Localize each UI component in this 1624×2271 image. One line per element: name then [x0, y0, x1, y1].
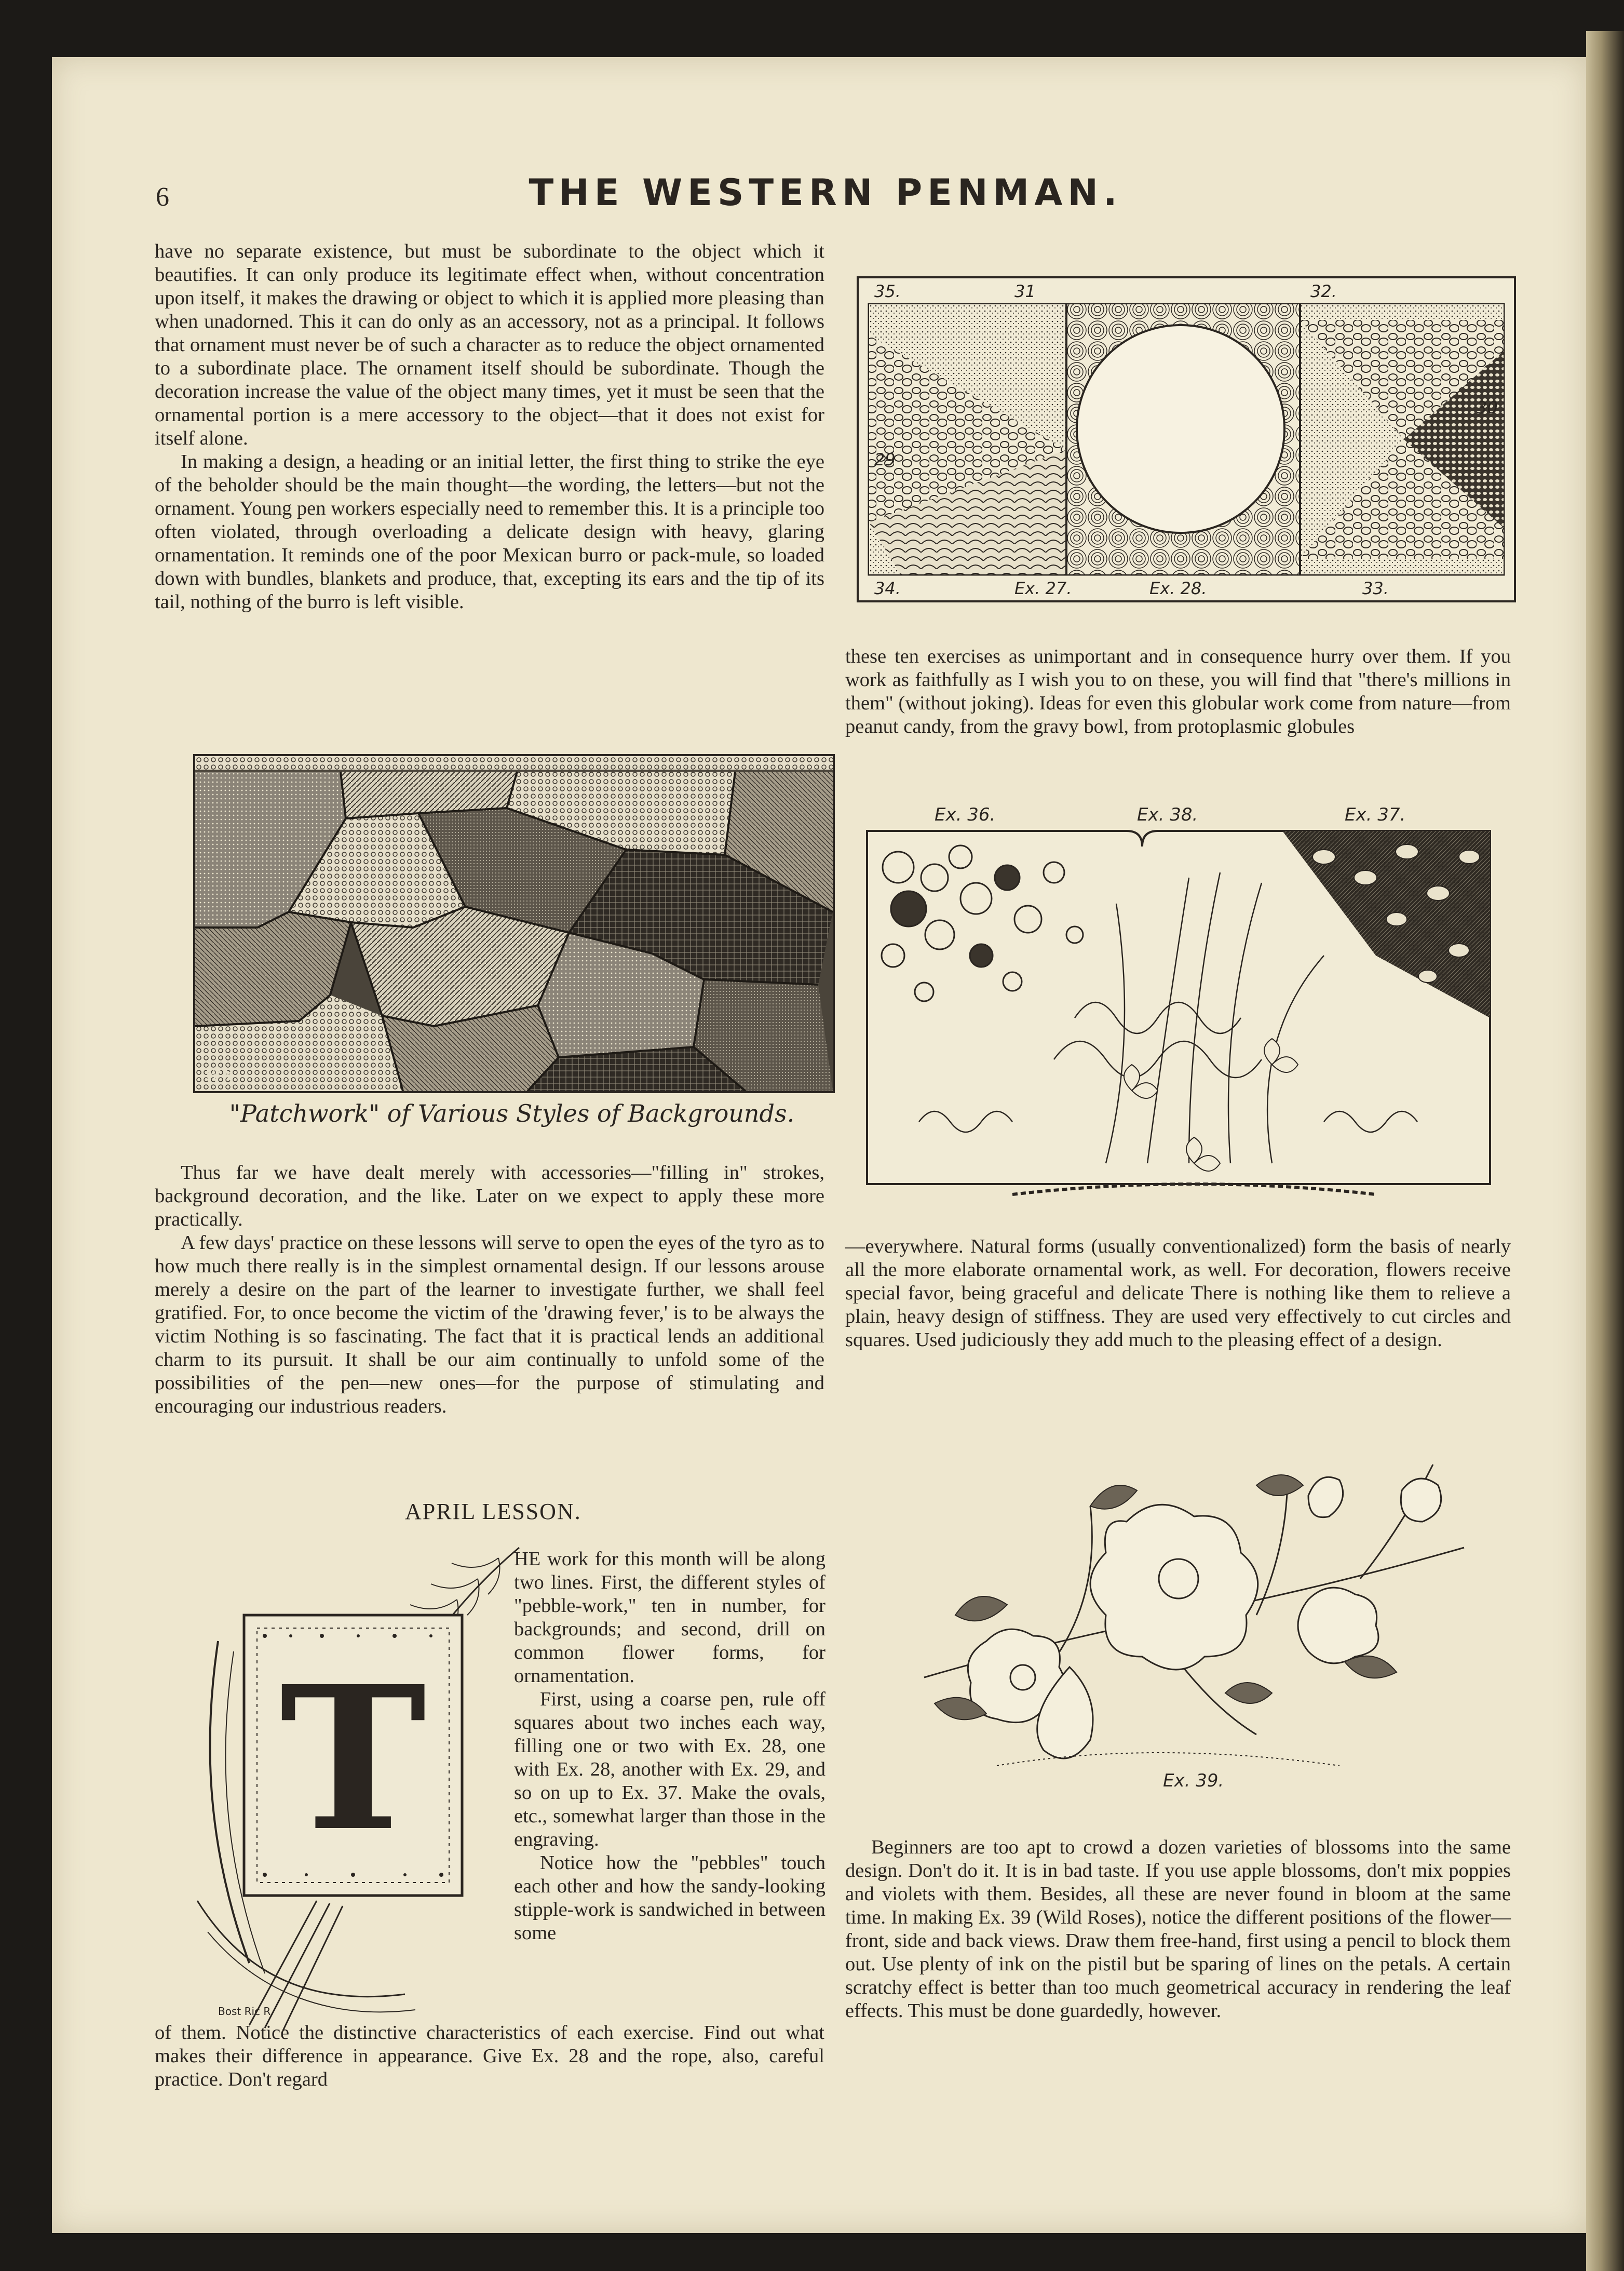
wild-roses-figure: [893, 1444, 1490, 1797]
decorated-initial-figure: [187, 1537, 524, 2041]
fig1-label-ex27: Ex. 27.: [1014, 579, 1072, 598]
fig2-label-ex36: Ex. 36.: [935, 804, 996, 825]
fig1-label-35: 35.: [874, 281, 901, 301]
paragraph: In making a design, a heading or an initial letter, the first thing to strike the eye of the beholder should be the main thought—the wording, the letters—but not the ornament. Young pen workers especially need to remember this. It is a principle too often violated, through overloading a delicate design with heavy, glaring ornamentation. It reminds one of the poor Mexican burro or pack-mule, so loaded down with bundles, blankets and produce, that, excepting its ears and the tip of its tail, nothing of the burro is left visible.: [155, 451, 824, 613]
paragraph: these ten exercises as unimportant and in consequence hurry over them. If you work as faithfully as I wish you to on these, you will find that "there's millions in them" (without joking). Ideas for even this globular work come from nature—from peanut candy, from the gravy bowl, from protoplasmic globules: [845, 646, 1511, 737]
paragraph: Thus far we have dealt merely with accessories—"filling in" strokes, background decoration, and the like. Later on we expect to apply these more practically.: [155, 1162, 824, 1230]
pebble-drawing: [859, 278, 1514, 600]
paragraph: HE work for this month will be along two lines. First, the different styles of "pebble-work," ten in number, for backgrounds; and second, drill on common flower forms, for ornamentation.: [514, 1548, 825, 1687]
fig3-label-ex39: Ex. 39.: [1163, 1770, 1224, 1791]
april-wrap-column: [514, 1548, 825, 1945]
april-lesson-heading: APRIL LESSON.: [405, 1499, 581, 1524]
masthead-title: THE WESTERN PENMAN.: [529, 171, 1122, 214]
fig1-label-33: 33.: [1362, 579, 1389, 598]
paragraph: Beginners are too apt to crowd a dozen varieties of blossoms into the same design. Don't do it. It is in bad taste. If you use apple blossoms, don't mix poppies and violets with them. Besides, all these are never found in bloom at the same time. In making Ex. 39 (Wild Roses), notice the different positions of the flower—front, side and back views. Draw them free-hand, first using a pencil to block them out. Use plenty of ink on the pistil but be sparing of lines on the petals. A certain scratchy effect is better than too much geometrical accuracy in rendering the leaf effects. This must be done guardedly, however.: [845, 1836, 1511, 2022]
initial-signature: Bost Ric R.: [218, 2005, 274, 2018]
globular-exercises-figure: [857, 800, 1512, 1215]
patchwork-signature: W.K.: [206, 1067, 238, 1084]
right-column-a: [845, 645, 1511, 738]
patchwork-drawing: [195, 756, 833, 1091]
fig1-label-31: 31: [1014, 281, 1036, 301]
fig1-label-32: 32.: [1310, 281, 1337, 301]
right-column-b: [845, 1235, 1511, 1352]
left-column-middle: [155, 1161, 824, 1418]
right-column-c: [845, 1836, 1511, 2023]
wild-roses-drawing: [893, 1444, 1490, 1797]
paragraph: have no separate existence, but must be subordinate to the object which it beautifies. It can only produce its legitimate effect when, without concentration upon itself, it makes the drawing or object to which it is applied more pleasing than when unadorned. This it can do only as an accessory, not as a principal. It follows that ornament must never be of such a character as to reduce the object ornamented to a subordinate place. The ornament itself should be subordinate. Though the decoration increase the value of the object many times, yet it must be seen that the ornamental portion is a mere accessory to the object—that it does not exist for itself alone.: [155, 240, 824, 449]
april-tail-text: [155, 2021, 824, 2091]
paragraph: Notice how the "pebbles" touch each other and how the sandy-looking stipple-work is sandwiched in between some: [514, 1852, 825, 1944]
patchwork-caption: "Patchwork" of Various Styles of Backgrounds.: [229, 1099, 795, 1127]
fig1-label-30: 30: [1477, 398, 1498, 418]
paragraph: First, using a coarse pen, rule off squares about two inches each way, filling one or two with Ex. 28, one with Ex. 28, another with Ex. 29, and so on up to Ex. 37. Make the ovals, etc., somewhat larger than those in the engraving.: [514, 1688, 825, 1850]
globular-drawing: [857, 800, 1512, 1215]
paragraph: of them. Notice the distinctive characteristics of each exercise. Find out what makes their difference in appearance. Give Ex. 28 and the rope, also, careful practice. Don't regard: [155, 2022, 824, 2090]
patchwork-figure: [193, 754, 835, 1093]
pebble-exercises-figure: [857, 276, 1516, 602]
paragraph: A few days' practice on these lessons will serve to open the eyes of the tyro as to how much there really is in the simplest ornamental design. If our lessons arouse merely a desire on the part of the learner to investigate further, we shall feel gratified. For, to once become the victim of the 'drawing fever,' is to be always the victim Nothing is so fascinating. The fact that it is practical lends an additional charm to its pursuit. It shall be our aim continually to unfold some of the possibilities of the pen—new ones—for the purpose of stimulating and encouraging our industrious readers.: [155, 1232, 824, 1417]
book-spine: [1586, 31, 1624, 2271]
page-number: 6: [156, 182, 169, 212]
fig1-label-29: 29: [874, 450, 896, 469]
fig1-label-ex28: Ex. 28.: [1149, 579, 1207, 598]
fig2-label-ex37: Ex. 37.: [1345, 804, 1406, 825]
paragraph: —everywhere. Natural forms (usually conventionalized) form the basis of nearly all the more elaborate ornamental work, as well. For decoration, flowers receive special favor, being graceful and delicate There is nothing like them to relieve a plain, heavy design of stiffness. They are used very effectively to cut circles and squares. Used judiciously they add much to the pleasing effect of a design.: [845, 1235, 1511, 1351]
left-column-top: [155, 240, 824, 614]
fig2-label-ex38: Ex. 38.: [1137, 804, 1198, 825]
fig1-label-34: 34.: [874, 579, 901, 598]
initial-drawing: [187, 1537, 524, 2041]
initial-letter: T: [279, 1643, 427, 1875]
